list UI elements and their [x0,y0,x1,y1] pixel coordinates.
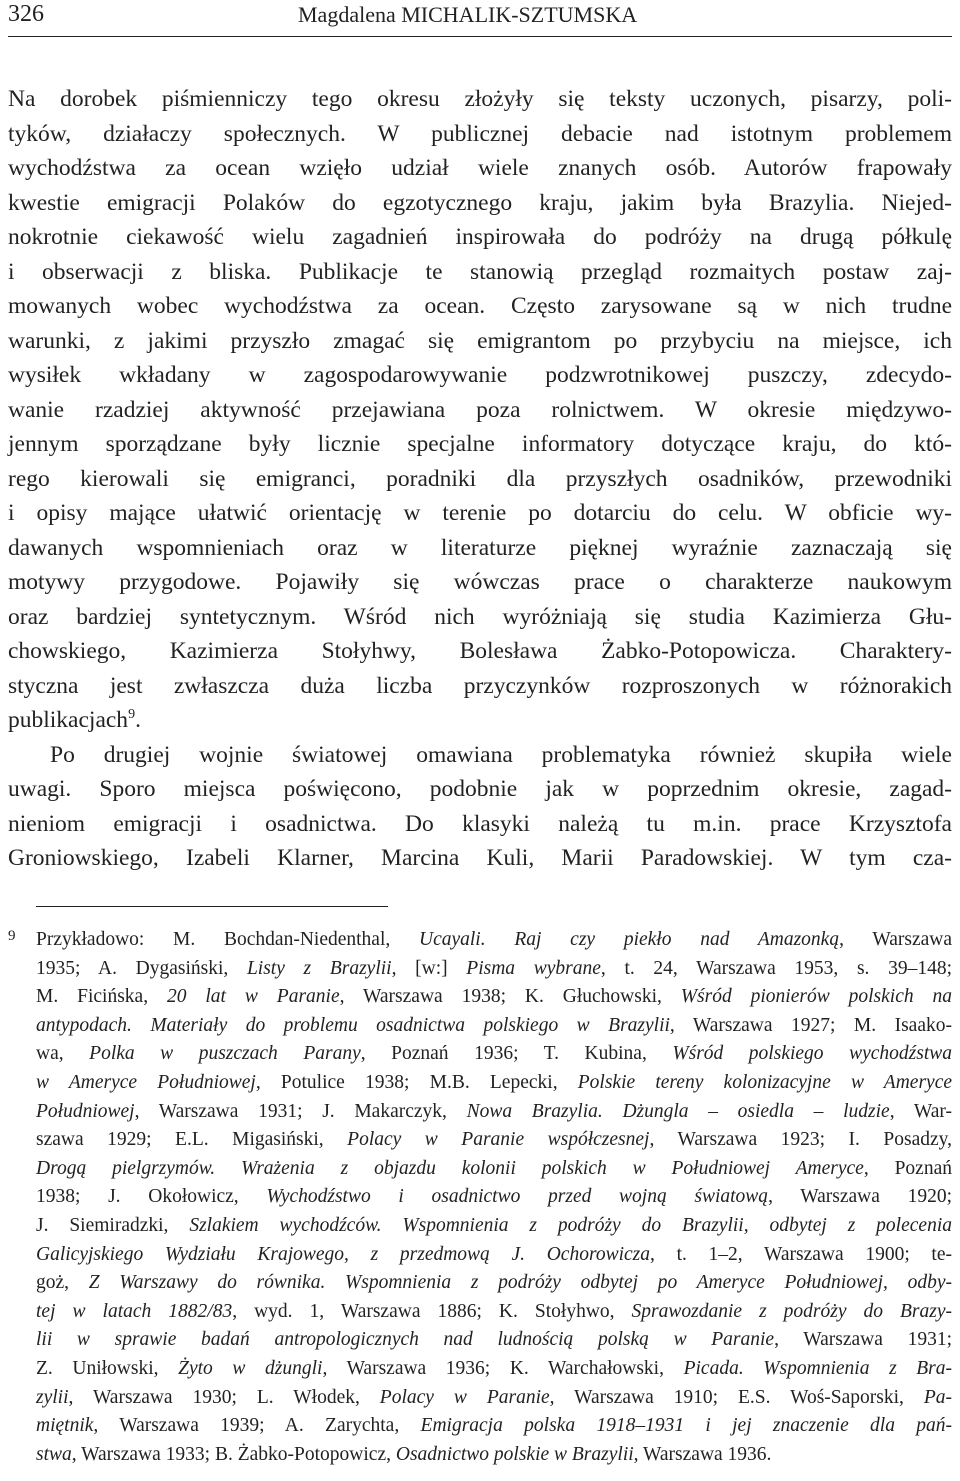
main-text [8,82,952,876]
text-line: i obserwacji z bliska. Publikacje te stanowią przegląd rozmaitych postaw zaj- [8,258,952,285]
footnote-line: w Ameryce Południowej, Potulice 1938; M.B. Lepecki, Polskie tereny kolonizacyjne w Ameryce [36,1071,953,1093]
text-line: Na dorobek piśmienniczy tego okresu złożyły się teksty uczonych, pisarzy, poli- [8,86,952,112]
text-line: kwestie emigracji Polaków do egzotycznego kraju, jakim była Brazylia. Niejed- [8,189,952,216]
footnote-line: zylii, Warszawa 1930; L. Włodek, Polacy w Paranie, Warszawa 1910; E.S. Woś-Saporski, Pa- [36,1386,953,1408]
page-header [8,0,952,37]
footnote-line: Galicyjskiego Wydziału Krajowego, z przedmową J. Ochorowicza, t. 1–2, Warszawa 1900; te- [36,1243,952,1265]
footnote-line: szawa 1929; E.L. Migasiński, Polacy w Paranie współczesnej, Warszawa 1923; I. Posadzy, [36,1129,952,1151]
text-line: nokrotnie ciekawość wielu zagadnień inspirowała do podróży na drugą półkulę [8,224,952,250]
footnote-line: wa, Polka w puszczach Parany, Poznań 1936; T. Kubina, Wśród polskiego wychodźstwa [36,1043,952,1065]
footnote-line: goż, Z Warszawy do równika. Wspomnienia z podróży odbytej po Ameryce Południowej, odby- [36,1272,953,1294]
footnote-line: Południowej, Warszawa 1931; J. Makarczyk, Nowa Brazylia. Dżungla – osiedla – ludzie, War- [36,1100,952,1122]
text-line: wysiłek wkładany w zagospodarowywanie podzwrotnikowej puszczy, zdecydo- [8,362,952,388]
text-line: styczna jest zwłaszcza duża liczba przyczynków rozproszonych w różnorakich [8,672,952,699]
text-line: Groniowskiego, Izabeli Klarner, Marcina Kuli, Marii Paradowskiej. W tym cza- [8,845,952,871]
text-line: chowskiego, Kazimierza Stołyhwy, Bolesława Żabko-Potopowicza. Charaktery- [8,638,952,664]
footnote-line: stwa, Warszawa 1933; B. Żabko-Potopowicz, Osadnictwo polskie w Brazylii, Warszawa 1936. [36,1443,772,1465]
text-line: nieniom emigracji i osadnictwa. Do klasyki należą tu m.in. prace Krzysztofa [8,810,952,837]
text-line: oraz bardziej syntetycznym. Wśród nich wyróżniają się studia Kazimierza Głu- [8,603,952,630]
footnote-text [8,926,952,1469]
text-line: mowanych wobec wychodźstwa za ocean. Często zarysowane są w nich trudne [8,293,952,319]
footnote [8,926,952,1469]
text-line: motywy przygodowe. Pojawiły się wówczas prace o charakterze naukowym [8,569,952,595]
text-fragment: publikacjach [8,707,129,733]
text-line: wychodźstwa za ocean wzięło udział wiele znanych osób. Autorów frapowały [8,155,952,181]
text-line [8,703,952,738]
footnote-line: lii w sprawie badań antropologicznych nad ludnością polską w Paranie, Warszawa 1931; [36,1329,952,1351]
running-head: Magdalena MICHALIK-SZTUMSKA [298,2,638,27]
text-line: i opisy mające ułatwić orientację w terenie po dotarciu do celu. W obficie wy- [8,500,952,526]
text-line: dawanych wspomnieniach oraz w literaturze pięknej wyraźnie zaznaczają się [8,534,952,561]
footnote-number: 9 [8,928,16,944]
footnote-line: M. Ficińska, 20 lat w Paranie, Warszawa 1938; K. Głuchowski, Wśród pionierów polskich na [36,986,952,1008]
text-line: uwagi. Sporo miejsca poświęcono, podobnie jak w poprzednim okresie, zagad- [8,776,952,802]
footnote-reference[interactable]: 9 [128,707,136,722]
footnote-line: 1935; A. Dygasiński, Listy z Brazylii, [w:] Pisma wybrane, t. 24, Warszawa 1953, s. 39–148; [36,957,953,979]
text-line: jennym sporządzane były licznie specjalne informatory dotyczące kraju, do któ- [8,431,952,457]
footnote-line: tej w latach 1882/83, wyd. 1, Warszawa 1886; K. Stołyhwo, Sprawozdanie z podróży do Brazy- [36,1300,953,1322]
text-fragment: . [135,707,141,733]
text-line: rego kierowali się emigranci, poradniki dla przyszłych osadników, przewodniki [8,465,952,492]
footnote-separator [36,906,388,907]
page-number: 326 [8,1,44,27]
text-line: tyków, działaczy społecznych. W publicznej debacie nad istotnym problemem [8,120,952,147]
footnote-line: antypodach. Materiały do problemu osadnictwa polskiego w Brazylii, Warszawa 1927; M. Isaako- [36,1014,952,1036]
footnote-line: Drogą pielgrzymów. Wrażenia z objazdu kolonii polskich w Południowej Ameryce, Poznań [36,1157,952,1179]
paragraph-first-line: Po drugiej wojnie światowej omawiana problematyka również skupiła wiele [50,741,952,768]
footnote-line: J. Siemiradzki, Szlakiem wychodźców. Wspomnienia z podróży do Brazylii, odbytej z polecenia [36,1214,952,1236]
footnote-line: Przykładowo: M. Bochdan-Niedenthal, Ucayali. Raj czy piekło nad Amazonką, Warszawa [36,929,952,950]
text-line: warunki, z jakimi przyszło zmagać się emigrantom po przybyciu na miejsce, ich [8,327,952,354]
footnote-line: miętnik, Warszawa 1939; A. Zarychta, Emigracja polska 1918–1931 i jej znaczenie dla pań- [36,1415,952,1437]
text-line: wanie rzadziej aktywność przejawiana poza rolnictwem. W okresie międzywo- [8,396,952,423]
footnote-line: 1938; J. Okołowicz, Wychodźstwo i osadnictwo przed wojną światową, Warszawa 1920; [36,1186,952,1208]
footnote-line: Z. Uniłowski, Żyto w dżungli, Warszawa 1936; K. Warchałowski, Picada. Wspomnienia z Bra- [36,1357,953,1379]
